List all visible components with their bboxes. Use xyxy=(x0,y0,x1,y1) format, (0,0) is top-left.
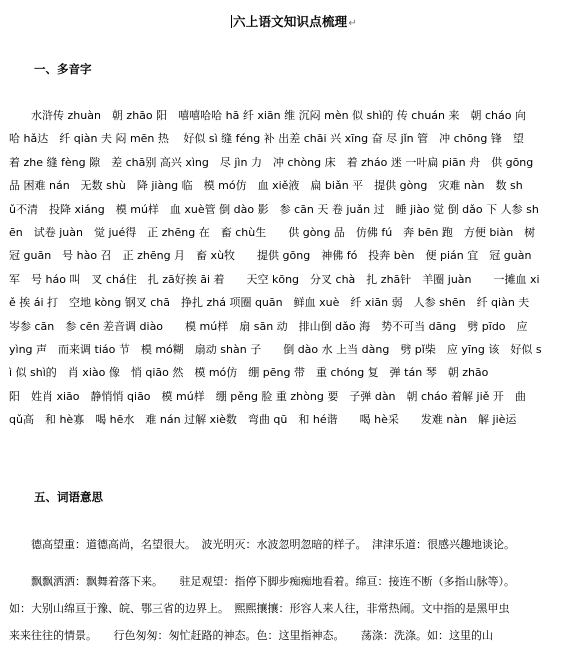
document-title-text: 六上语文知识点梳理 xyxy=(233,14,348,29)
text-line: 军 号 háo 叫 叉 chá住 扎 zā好挨 āi 着 天空 kōng 分叉 chà 扎 zhā针 羊圈 juàn 一摊血 xi xyxy=(9,272,540,286)
text-cursor xyxy=(231,15,232,28)
text-line: 品 困难 nán 无数 shù 降 jiàng 临 模 mó仿 血 xiě液 扁 biǎn 平 提供 gòng 灾难 nàn 数 sh xyxy=(9,179,523,193)
text-line: qǔ高 和 hè寡 喝 hē水 难 nán 过解 xiè数 弯曲 qū 和 hé谐 喝 hè采 发难 nàn 解 jiè运 xyxy=(9,413,517,427)
section-heading-polyphonic: 一、多音字 xyxy=(34,62,92,76)
document-title xyxy=(0,12,588,30)
text-line: ēn 试卷 juàn 觉 jué得 正 zhēng 在 畜 chù生 供 gòng 品 仿佛 fú 奔 bēn 跑 方便 biàn 树 xyxy=(9,225,536,239)
text-line: 阳 姓肖 xiāo 静悄悄 qiāo 模 mú样 绷 pěng 脸 重 zhòng 要 子弹 dàn 朝 cháo 着解 jiě 开 曲 xyxy=(9,389,526,403)
text-line: 飘飘洒洒：飘舞着落下来。 驻足观望：指停下脚步痴痴地看着。绵亘：接连不断（多指山脉等）。 xyxy=(9,575,515,588)
polyphonic-paragraph xyxy=(9,104,581,431)
text-line: 着 zhe 缝 fèng 隙 差 chā别 高兴 xìng 尽 jìn 力 冲 chòng 床 着 zháo 迷 一叶扁 piān 舟 供 gōng xyxy=(9,155,534,169)
text-line: 冠 guān 号 hào 召 正 zhēng 月 畜 xù牧 提供 gōng 神佛 fó 投奔 bèn 便 pián 宜 冠 guàn xyxy=(9,249,532,263)
text-line: yìng 声 而来调 tiáo 节 模 mó糊 扇动 shàn 子 倒 dào 水 上当 dàng 劈 pǐ柴 应 yīng 该 好似 s xyxy=(9,342,542,356)
text-line: ǔ不清 投降 xiáng 模 mú样 血 xuè管 倒 dào 影 参 cān 天 卷 juǎn 过 睡 jiào 觉 倒 dǎo 下 人参 sh xyxy=(9,202,539,216)
text-line: 岑参 cān 参 cēn 差音调 diào 模 mú样 扇 sān 动 排山倒 dǎo 海 势不可当 dāng 劈 pīdo 应 xyxy=(9,319,528,333)
text-line: 如：大别山绵亘于豫、皖、鄂三省的边界上。 熙熙攘攘：形容人来人往，非常热闹。文中指的是黑甲虫 xyxy=(9,602,510,615)
paragraph-mark-icon: ↵ xyxy=(348,18,357,29)
text-line: 哈 hǎ达 纤 qiàn 夫 闷 mēn 热 好似 sì 缝 féng 补 出差 chāi 兴 xīng 奋 尽 jǐn 管 冲 chōng 锋 望 xyxy=(9,132,524,146)
text-line: ì 似 shì的 肖 xiào 像 悄 qiāo 然 模 mó仿 绷 pēng 带 重 chóng 复 弹 tán 琴 朝 zhāo xyxy=(9,366,489,380)
text-line: 来来往往的情景。 行色匆匆：匆忙赶路的神态。色：这里指神态。 荡涤：洗涤。如：这里的山 xyxy=(9,629,493,642)
section-heading-word-meanings: 五、词语意思 xyxy=(34,490,103,504)
text-line: 水浒传 zhuàn 朝 zhāo 阳 嘻嘻哈哈 hā 纤 xiān 维 沉闷 mèn 似 shì的 传 chuán 来 朝 cháo 向 xyxy=(9,109,526,122)
text-line: ě 挨 ái 打 空地 kòng 钢叉 chā 挣扎 zhá 项圈 quān 鲜血 xuè 纤 xiān 弱 人参 shēn 纤 qiàn 夫 xyxy=(9,296,530,310)
word-meanings-paragraph xyxy=(9,531,581,649)
text-line: 德高望重：道德高尚，名望很大。 波光明灭：水波忽明忽暗的样子。 津津乐道：很感兴趣地谈论。 xyxy=(9,538,515,551)
